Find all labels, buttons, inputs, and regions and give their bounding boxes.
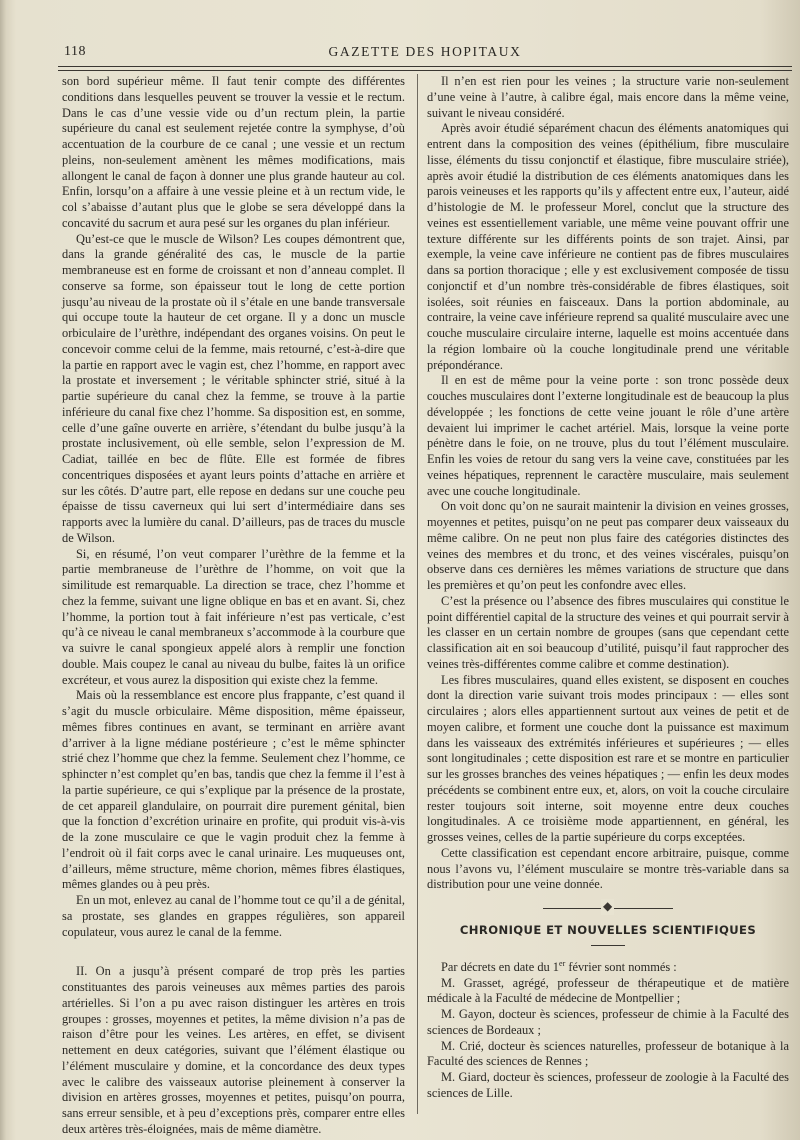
heading-underline xyxy=(591,945,625,946)
paragraph: Après avoir étudié séparément chacun des éléments anatomiques qui entrent dans la composition des veines (épithélium, fibre musculaire lisse, éléments du tissu conjonctif et élastique, fibre musculaire striée), après avoir étudié la distribution de ces éléments anatomiques dans les parois veineuses et les rapports qu’ils y affectent entre eux, l’auteur, aidé d’histologie de M. le professeur Morel, conclut que la structure des veines est essentiellement variable, une même veine pouvant offrir une texture différente sur les différents points de son trajet. Ainsi, par exemple, la veine cave inférieure ne contient pas de fibres musculaires dans sa portion thoracique ; elle y est exclusivement composée de tissu conjonctif et d’un nombre très-considérable de fibres élastiques, soit isolées, soit réunies en faisceaux. Dans la portion abdominale, au contraire, la veine cave inférieure reprend sa qualité musculaire avec une couche musculaire circulaire interne, laquelle est moins accentuée dans la région lombaire où la couche longitudinale prend une véritable prépondérance. xyxy=(427,121,789,372)
paragraph: Cette classification est cependant encore arbitraire, puisque, comme nous l’avons vu, l’élément musculaire se montre très-variable dans sa distribution pour une veine donnée. xyxy=(427,845,789,892)
paragraph: Il en est de même pour la veine porte : son tronc possède deux couches musculaires dont l’externe longitudinale est de beaucoup la plus développée ; les fonctions de cette veine jouant le rôle d’une artère devaient lui imprimer le cachet artériel. Mais, lorsque la veine porte pénètre dans le foie, on ne trouve, plus du tout l’élément musculaire. Enfin les voies de retour du sang vers la veine cave, constituées par les veines hépatiques, reprennent le caractère musculaire, mais seulement avec une couche longitudinale. xyxy=(427,373,789,498)
paragraph: Qu’est-ce que le muscle de Wilson? Les coupes démontrent que, dans la grande généralité des cas, le muscle de la partie membraneuse est en forme de croissant et non d’anneau complet. Il conserve sa forme, son épaisseur tout le long de cette portion jusqu’au niveau de la prostate où il s’étale en une bande transversale qui occupe toute la hauteur de cet organe. Il y a donc un muscle orbiculaire de l’urèthre, indépendant des organes voisins. On peut le concevoir comme celui de la femme, mais retourné, c’est-à-dire que la partie en rapport avec le vagin est, chez l’homme, en rapport avec la prostate et inversement ; le véritable sphincter strié, situé à la partie supérieure du canal chez la femme, se trouve à la partie inférieure du canal fixe chez l’homme. Sa disposition est, en somme, celle d’une gaîne ouverte en arrière, s’étendant du bulbe jusqu’à la prostate inclusivement, où elle semble, selon l’expression de M. Cadiat, taillée en bec de flûte. Elle est formée de fibres concentriques disposées et ayant leurs points d’attache en arrière et sur les côtés. D’autre part, elle repose en dedans sur une couche peu épaisse de tissu caverneux qui lui sert d’intermédiaire dans ses rapports avec la lumière du canal. D’ailleurs, pas de traces du muscle de Wilson. xyxy=(62,231,406,545)
paragraph: Les fibres musculaires, quand elles existent, se disposent en couches dont la direction varie suivant trois modes principaux : — elles sont circulaires ; alors elles appartiennent surtout aux veines de petit et de moyen calibre, et forment une couche dont la puissance est maximum dans les vaisseaux des extrémités inférieures et supérieures ; — elles sont longitudinales ; cette disposition est rare et se montre en particulier sur les grosses branches des veines hépatiques ; — enfin les deux modes précédents se combinent entre eux, et, alors, on voit la couche circulaire rester toujours soit interne, soit moyenne entre deux couches longitudinales. A ce troisième mode appartiennent, en général, les grosses veines, celles de la partie supérieure du corps exceptées. xyxy=(427,672,789,844)
decree-intro-text-end: février sont nommés : xyxy=(565,959,677,974)
column-divider xyxy=(417,74,418,1114)
journal-title: GAZETTE DES HOPITAUX xyxy=(328,44,522,59)
paragraph: C’est la présence ou l’absence des fibres musculaires qui constitue le point différentiel capital de la structure des veines et qui pourrait servir à les classer en un certain nombre de groupes (sans que cependant cette classification ait en soi beaucoup d’utilité, puisqu’il faut rapprocher des veines très-différentes comme calibre et comme destination). xyxy=(427,593,789,671)
paragraph: Si, en résumé, l’on veut comparer l’urèthre de la femme et la partie membraneuse de l’urèthre de l’homme, on voit que la similitude est remarquable. La direction se trace, chez l’homme et chez la femme, suivant une ligne oblique en bas et en avant. Si, chez l’homme, la portion tout à fait inférieure n’est pas verticale, c’est qu’à ce niveau le canal membraneux s’accommode à la courbure que va suivre le canal spongieux appelé alors à remplir une fonction double. Mais coupez le canal au niveau du bulbe, faites là un orifice excréteur, et vous aurez la disposition qui existe chez la femme. xyxy=(62,546,405,687)
paragraph: son bord supérieur même. Il faut tenir compte des différentes conditions dans lesquelles peuvent se trouver la vessie et le rectum. Dans le cas d’une vessie vide ou d’un rectum plein, la partie supérieure du canal est seulement rejetée contre la symphyse, d’où accentuation de la courbure de ce canal ; une vessie et un rectum pleins, non-seulement amènent les mêmes modifications, mais allongent le canal de façon à donner une plus grande hauteur au col. Enfin, lorsqu’on a affaire à une vessie pleine et à un rectum vide, le col s’abaisse d’autant plus que le globe se sera développé dans la concavité du sacrum et aura pesé sur les organes du plan inférieur. xyxy=(62,74,405,230)
header-double-rule xyxy=(58,66,792,71)
paragraph-section-ii: II. On a jusqu’à présent comparé de trop près les parties constituantes des parois veineuses aux mêmes parties des parois artérielles. Si l’on a pu avec raison distinguer les artères en trois groupes : grosses, moyennes et petites, la même division n’a pas de raison d’être pour les veines. Les artères, en effet, se divisent nettement en deux catégories, suivant que l’élément élastique ou l’élément musculaire y domine, et la concordance des deux types avec le calibre des vaisseaux autorise pleinement à conserver la division en artères grosses, moyennes et petites, puisqu’on pourra, sans erreur sensible, et à peu d’exceptions près, comparer entre elles deux artères très-éloignées, mais de même diamètre. xyxy=(62,964,405,1136)
right-column xyxy=(427,74,789,1102)
paragraph: Mais où la ressemblance est encore plus frappante, c’est quand il s’agit du muscle orbiculaire. Même disposition, même épaisseur, mêmes fibres continues en avant, se terminant en arrière avant d’arriver à la ligne médiane postérieure ; c’est le même sphincter strié chez l’homme que chez la femme. Seulement chez l’homme, ce sphincter n’est complet qu’en bas, tandis que chez la femme il l’est à la partie supérieure, ce qui s’explique par la présence de la prostate, de cet appareil glandulaire, on pourrait dire purement génital, bien que la fonction d’excrétion urinaire en profite, qui produit vis-à-vis de la zone musculaire ce que le vagin produit chez la femme à l’endroit où il fait corps avec le canal urinaire. Les muqueuses ont, d’ailleurs, même structure, même chorion, mêmes fibres élastiques, mêmes glandes ou à peu près. xyxy=(62,688,405,892)
section-separator-ornament xyxy=(543,903,673,913)
appointment-entry: M. Giard, docteur ès sciences, professeur de zoologie à la Faculté des sciences de Lille. xyxy=(427,1070,789,1100)
appointment-entry: M. Gayon, docteur ès sciences, professeur de chimie à la Faculté des sciences de Bordeaux ; xyxy=(427,1007,789,1037)
decree-intro-text: Par décrets en date du 1 xyxy=(441,959,560,974)
paragraph: En un mot, enlevez au canal de l’homme tout ce qu’il a de génital, sa prostate, ses glandes en grappes régulières, son appareil copulateur, vous aurez le canal de la femme. xyxy=(62,893,405,939)
paragraph: On voit donc qu’on ne saurait maintenir la division en veines grosses, moyennes et petites, puisqu’on ne peut pas comparer deux vaisseaux du même calibre. On ne peut non plus faire des catégories distinctes des veines des membres et du tronc, et des veines viscérales, puisqu’on observe dans ces dernières les mêmes variations de structure que dans les premières et qu’on peut les confondre avec elles. xyxy=(427,499,789,592)
chronique-heading: CHRONIQUE ET NOUVELLES SCIENTIFIQUES xyxy=(459,923,757,937)
appointment-entry: M. Crié, docteur ès sciences naturelles, professeur de botanique à la Faculté des sciences de Rennes ; xyxy=(427,1038,789,1069)
appointment-entry: M. Grasset, agrégé, professeur de thérapeutique et de matière médicale à la Faculté de médecine de Montpellier ; xyxy=(427,975,789,1006)
ordinal-superscript: er xyxy=(559,958,566,968)
paragraph: Il n’en est rien pour les veines ; la structure varie non-seulement d’une veine à l’autre, à calibre égal, mais encore dans la même veine, suivant le niveau considéré. xyxy=(427,74,789,120)
page-header xyxy=(60,44,790,64)
decree-intro xyxy=(427,960,789,976)
left-column xyxy=(62,74,405,1138)
page-number: 118 xyxy=(64,44,86,59)
